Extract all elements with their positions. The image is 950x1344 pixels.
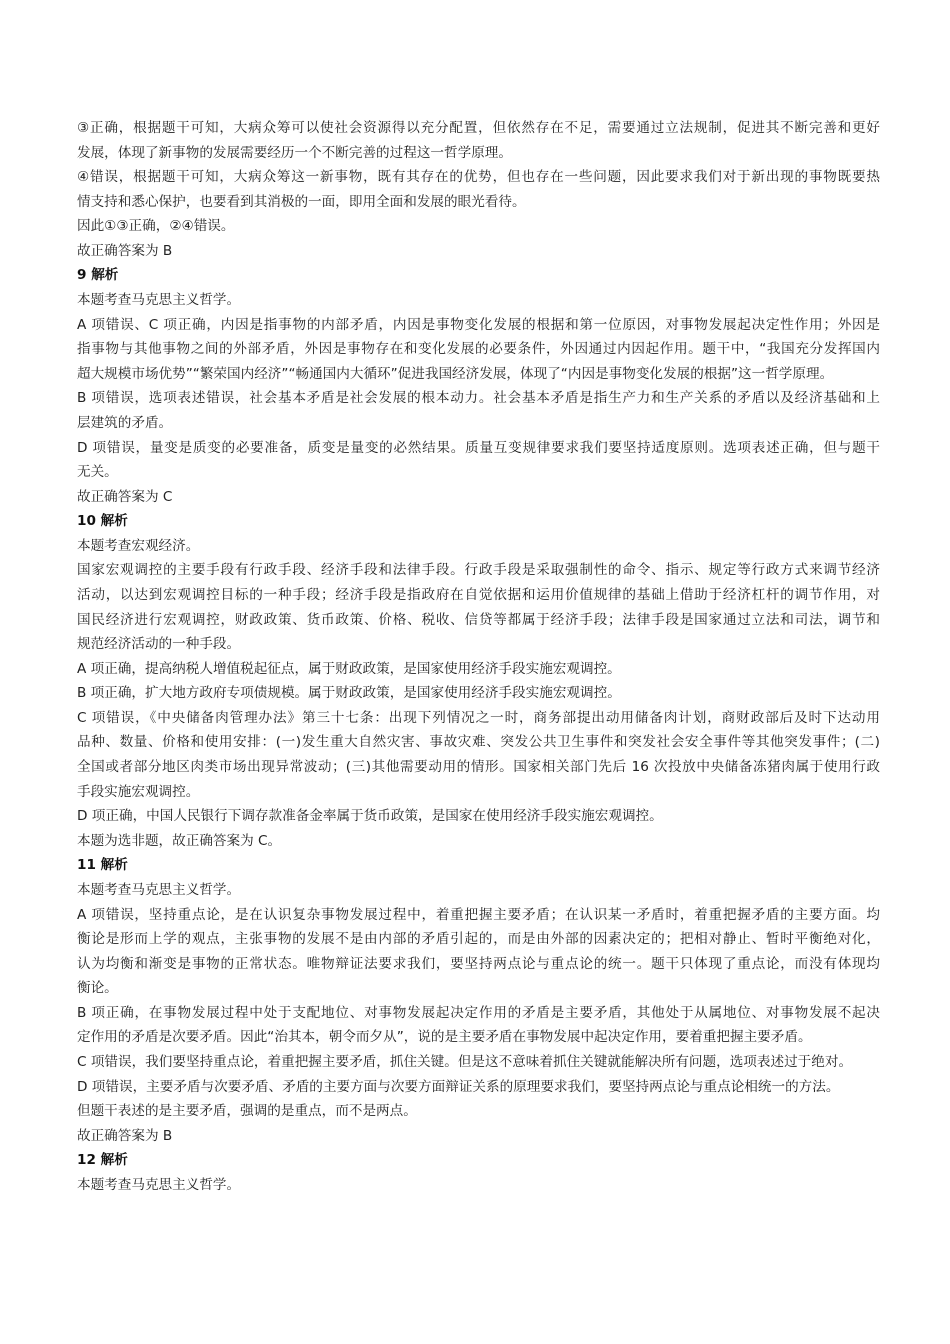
section-heading: 9 解析 [77, 267, 119, 284]
text-line: A 项错误，坚持重点论，是在认识复杂事物发展过程中，着重把握主要矛盾；在认识某一矛盾时，着重把握矛盾的主要方面。均 [77, 906, 880, 923]
text-line: 但题干表述的是主要矛盾，强调的是重点，而不是两点。 [77, 1103, 417, 1120]
text-line: 故正确答案为 C [77, 488, 173, 505]
text-line: 无关。 [77, 464, 118, 481]
text-line: 情支持和悉心保护，也要看到其消极的一面，即用全面和发展的眼光看待。 [77, 193, 526, 210]
text-line: C 项错误，《中央储备肉管理办法》第三十七条：出现下列情况之一时，商务部提出动用储备肉计划，商财政部后及时下达动用 [77, 709, 880, 726]
text-line: 超大规模市场优势”“繁荣国内经济”“畅通国内大循环”促进我国经济发展，体现了“内因是事物变化发展的根据”这一哲学原理。 [77, 365, 834, 382]
text-line: 故正确答案为 B [77, 1127, 173, 1144]
text-line: B 项正确，在事物发展过程中处于支配地位、对事物发展起决定作用的矛盾是主要矛盾，其他处于从属地位、对事物发展不起决 [77, 1004, 880, 1021]
section-heading: 10 解析 [77, 513, 128, 530]
text-line: B 项正确，扩大地方政府专项债规模。属于财政政策，是国家使用经济手段实施宏观调控。 [77, 685, 621, 702]
text-line: 手段实施宏观调控。 [77, 783, 200, 800]
text-line: ④错误，根据题干可知，大病众筹这一新事物，既有其存在的优势，但也存在一些问题，因此要求我们对于新出现的事物既要热 [77, 169, 880, 186]
text-line: A 项错误、C 项正确，内因是指事物的内部矛盾，内因是事物变化发展的根据和第一位原因，对事物发展起决定性作用；外因是 [77, 316, 880, 333]
text-line: 故正确答案为 B [77, 242, 173, 259]
text-line: D 项错误，主要矛盾与次要矛盾、矛盾的主要方面与次要方面辩证关系的原理要求我们，要坚持两点论与重点论相统一的方法。 [77, 1078, 840, 1095]
text-line: 本题考查马克思主义哲学。 [77, 292, 241, 309]
text-line: 本题考查宏观经济。 [77, 537, 200, 554]
text-line: ③正确，根据题干可知，大病众筹可以使社会资源得以充分配置，但依然存在不足，需要通过立法规制，促进其不断完善和更好 [77, 120, 880, 136]
text-line: 指事物与其他事物之间的外部矛盾，外因是事物存在和变化发展的必要条件，外因通过内因起作用。题干中，“我国充分发挥国内 [77, 341, 880, 358]
text-line: 活动，以达到宏观调控目标的一种手段；经济手段是指政府在自觉依据和运用价值规律的基础上借助于经济杠杆的调节作用，对 [77, 586, 880, 603]
text-line: D 项正确，中国人民银行下调存款准备金率属于货币政策，是国家在使用经济手段实施宏观调控。 [77, 808, 663, 825]
text-line: 全国或者部分地区肉类市场出现异常波动；(三)其他需要动用的情形。国家相关部门先后 16 次投放中央储备冻猪肉属于使用行政 [77, 759, 880, 776]
text-line: 层建筑的矛盾。 [77, 414, 173, 431]
document-body [77, 116, 880, 1197]
text-line: 因此①③正确，②④错误。 [77, 218, 235, 235]
text-line: 定作用的矛盾是次要矛盾。因此“治其本，朝令而夕从”，说的是主要矛盾在事物发展中起决定作用，要着重把握主要矛盾。 [77, 1029, 812, 1046]
section-heading: 12 解析 [77, 1152, 128, 1169]
text-line: 本题考查马克思主义哲学。 [77, 1176, 241, 1193]
text-line: D 项错误，量变是质变的必要准备，质变是量变的必然结果。质量互变规律要求我们要坚持适度原则。选项表述正确，但与题干 [77, 439, 880, 456]
text-line: 衡论是形而上学的观点，主张事物的发展不是由内部的矛盾引起的，而是由外部的因素决定的；把相对静止、暂时平衡绝对化， [77, 931, 880, 948]
text-line: 认为均衡和渐变是事物的正常状态。唯物辩证法要求我们，要坚持两点论与重点论的统一。题干只体现了重点论，而没有体现均 [77, 955, 880, 972]
text-line: 规范经济活动的一种手段。 [77, 636, 241, 653]
text-line: 国家宏观调控的主要手段有行政手段、经济手段和法律手段。行政手段是采取强制性的命令、指示、规定等行政方式来调节经济 [77, 562, 880, 579]
text-line: 品种、数量、价格和使用安排：(一)发生重大自然灾害、事故灾难、突发公共卫生事件和突发社会安全事件等其他突发事件；(二) [77, 734, 880, 751]
text-line: 发展，体现了新事物的发展需要经历一个不断完善的过程这一哲学原理。 [77, 144, 512, 161]
section-heading: 11 解析 [77, 857, 128, 874]
text-line: A 项正确，提高纳税人增值税起征点，属于财政政策，是国家使用经济手段实施宏观调控。 [77, 660, 621, 677]
text-line: 本题考查马克思主义哲学。 [77, 881, 241, 898]
text-line: 衡论。 [77, 980, 118, 997]
text-line: 本题为选非题，故正确答案为 C。 [77, 832, 282, 849]
text-line: 国民经济进行宏观调控，财政政策、货币政策、价格、税收、信贷等都属于经济手段；法律手段是国家通过立法和司法，调节和 [77, 611, 880, 628]
text-line: C 项错误，我们要坚持重点论，着重把握主要矛盾，抓住关键。但是这不意味着抓住关键就能解决所有问题，选项表述过于绝对。 [77, 1053, 853, 1070]
text-line: B 项错误，选项表述错误，社会基本矛盾是社会发展的根本动力。社会基本矛盾是指生产力和生产关系的矛盾以及经济基础和上 [77, 390, 880, 407]
